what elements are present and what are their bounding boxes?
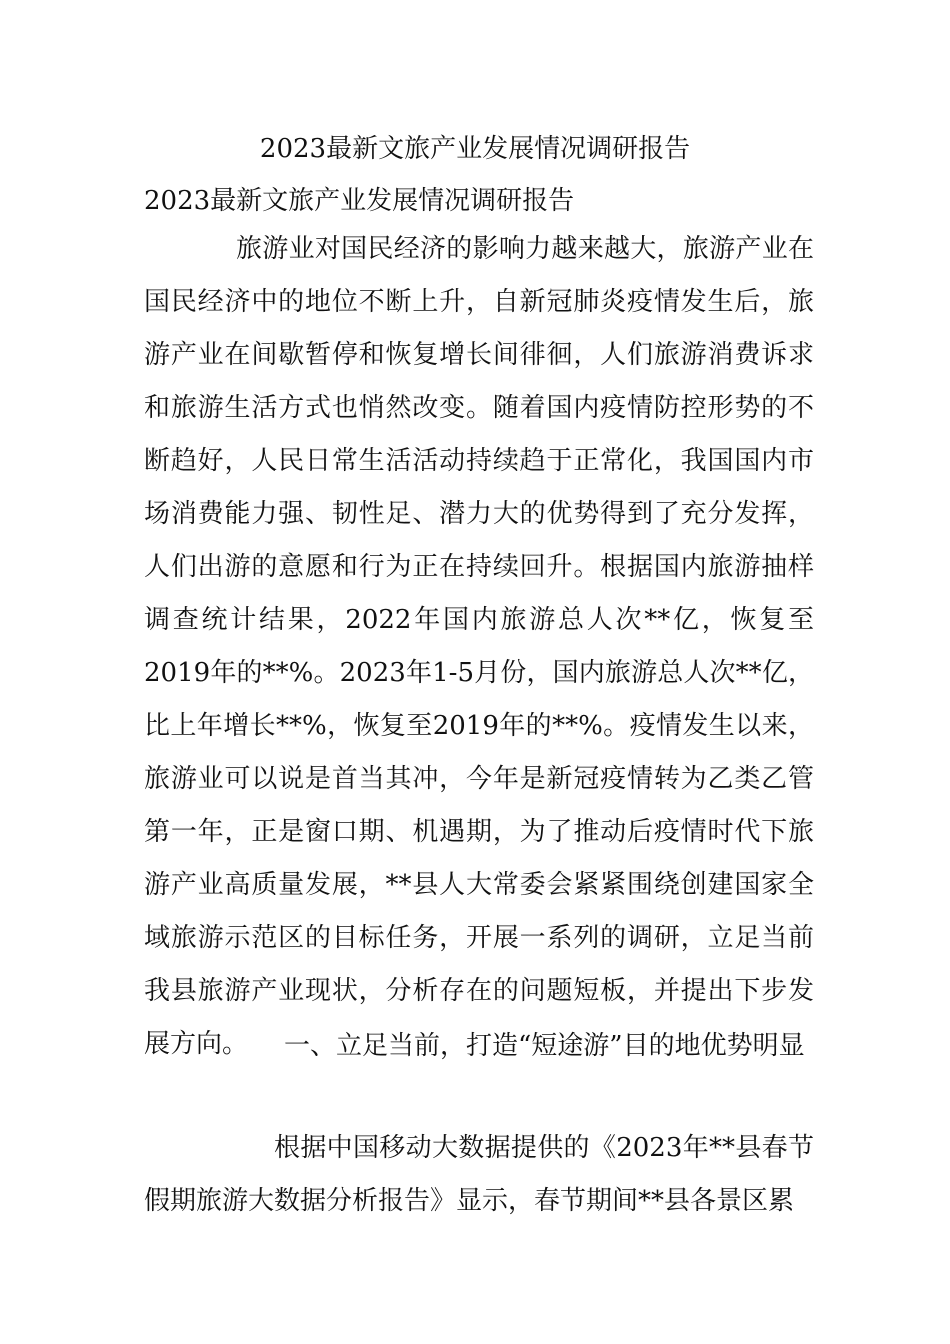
- document-title: 2023最新文旅产业发展情况调研报告: [259, 134, 691, 164]
- section-heading: 一、立足当前，打造“短途游”目的地优势明显: [284, 1031, 805, 1061]
- section-paragraph: 根据中国移动大数据提供的《2023年**县春节假期旅游大数据分析报告》显示，春节期间**县各景区累: [144, 1133, 814, 1216]
- intro-paragraph: 旅游业对国民经济的影响力越来越大，旅游产业在国民经济中的地位不断上升，自新冠肺炎疫情发生后，旅游产业在间歇暂停和恢复增长间徘徊，人们旅游消费诉求和旅游生活方式也悄然改变。随着国内疫情防控形势的不断趋好，人民日常生活活动持续趋于正常化，我国国内市场消费能力强、韧性足、潜力大的优势得到了充分发挥，人们出游的意愿和行为正在持续回升。根据国内旅游抽样调查统计结果，2022年国内旅游总人次**亿，恢复至2019年的**%。2023年1-5月份，国内旅游总人次**亿，比上年增长**%，恢复至2019年的**%。疫情发生以来，旅游业可以说是首当其冲，今年是新冠疫情转为乙类乙管第一年，正是窗口期、机遇期，为了推动后疫情时代下旅游产业高质量发展，**县人大常委会紧紧围绕创建国家全域旅游示范区的目标任务，开展一系列的调研，立足当前我县旅游产业现状，分析存在的问题短板，并提出下步发展方向。: [144, 234, 814, 1059]
- document-subtitle: 2023最新文旅产业发展情况调研报告: [144, 186, 575, 216]
